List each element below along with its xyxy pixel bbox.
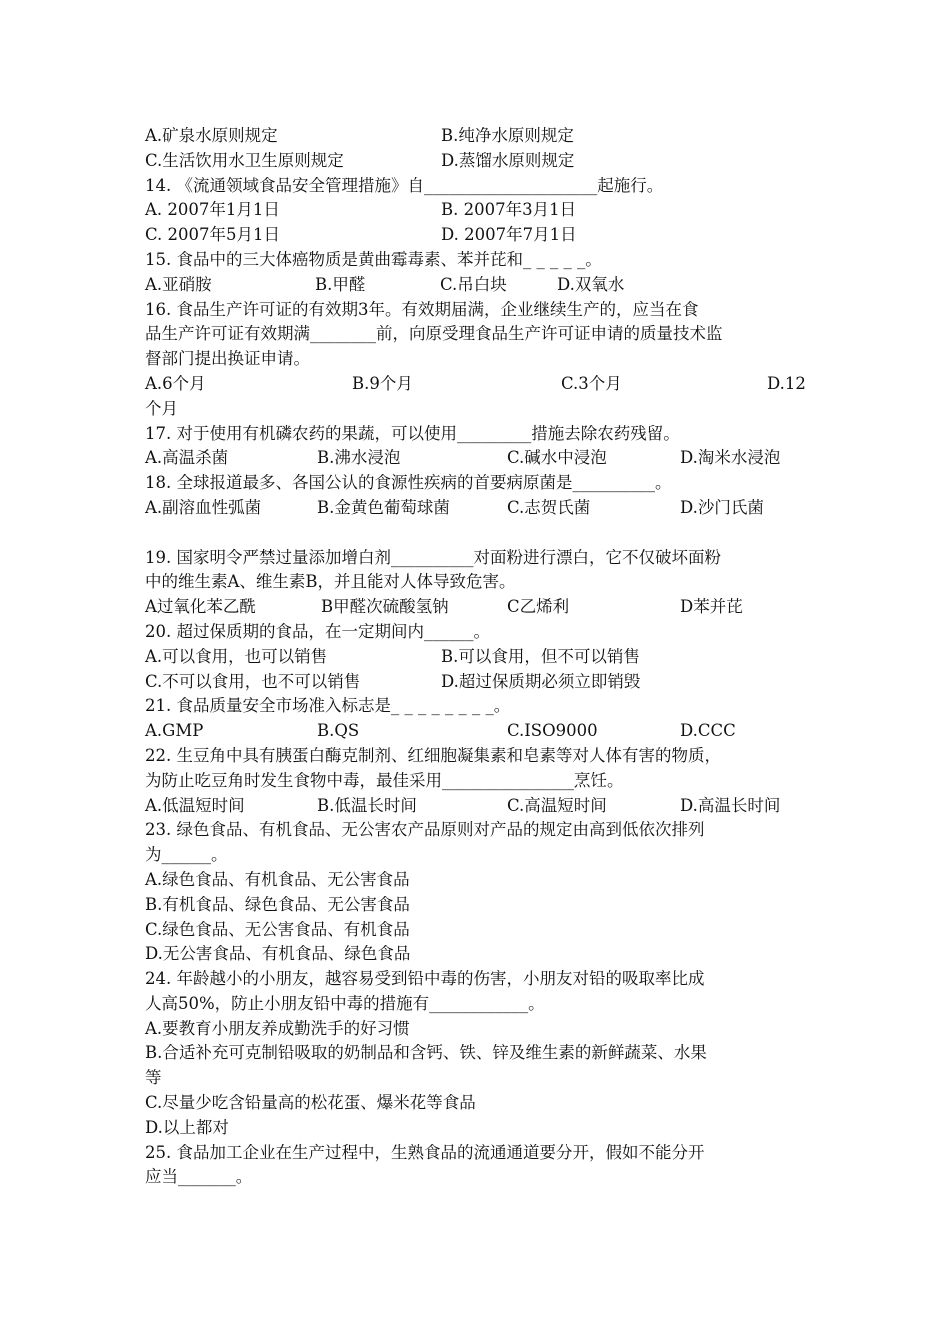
option-c: C.志贺氏菌 [507, 497, 591, 517]
options-row [145, 149, 815, 174]
option-d: D.淘米水浸泡 [680, 448, 781, 468]
option-b: B.合适补充可克制铅吸取的奶制品和含钙、铁、锌及维生素的新鲜蔬菜、水果 [145, 1043, 707, 1063]
question-19-cont: 中的维生素A、维生素B，并且能对人体导致危害。 [145, 572, 516, 592]
options-row [145, 719, 815, 744]
question-24: 24. 年龄越小的小朋友，越容易受到铅中毒的伤害，小朋友对铅的吸取率比成 [145, 969, 705, 989]
option-a: A.绿色食品、有机食品、无公害食品 [145, 869, 410, 889]
options-row [145, 446, 815, 471]
option-c: C.绿色食品、无公害食品、有机食品 [145, 919, 410, 939]
option-c: C乙烯利 [507, 597, 570, 617]
option-b: B.低温长时间 [317, 795, 417, 815]
option-c: C. 2007年5月1日 [145, 225, 281, 245]
document-page [145, 124, 815, 1190]
options-row [145, 223, 815, 248]
option-d: D.沙门氏菌 [680, 497, 764, 517]
options-row [145, 794, 815, 819]
option-c: C.ISO9000 [507, 721, 598, 741]
question-16-cont: 督部门提出换证申请。 [145, 349, 310, 369]
option-a: A. 2007年1月1日 [145, 200, 280, 220]
option-a: A过氧化苯乙酰 [145, 597, 256, 617]
options-row [145, 496, 815, 521]
option-c: C.生活饮用水卫生原则规定 [145, 150, 344, 170]
option-a: A.低温短时间 [145, 795, 245, 815]
option-c: C.3个月 [561, 373, 622, 393]
option-a: A.6个月 [145, 373, 206, 393]
option-c: C.吊白块 [440, 274, 507, 294]
question-16-cont: 品生产许可证有效期满________前，向原受理食品生产许可证申请的质量技术监 [145, 324, 723, 344]
option-d: D.CCC [680, 721, 736, 741]
question-16: 16. 食品生产许可证的有效期3年。有效期届满，企业继续生产的，应当在食 [145, 299, 699, 319]
option-b: B.可以食用，但不可以销售 [441, 646, 640, 666]
options-row [145, 273, 815, 298]
option-d-cont: 个月 [145, 398, 178, 418]
option-a: A.GMP [145, 721, 204, 741]
option-b: B.QS [317, 721, 360, 741]
option-a: A.矿泉水原则规定 [145, 126, 278, 145]
option-b: B.9个月 [352, 373, 413, 393]
question-21: 21. 食品质量安全市场准入标志是_ _ _ _ _ _ _ _。 [145, 696, 511, 716]
options-row [145, 670, 815, 695]
option-b: B甲醛次硫酸氢钠 [321, 597, 449, 617]
option-b-cont: 等 [145, 1068, 162, 1088]
option-d: D. 2007年7月1日 [441, 225, 577, 245]
question-19: 19. 国家明令严禁过量添加增白剂__________对面粉进行漂白，它不仅破坏面粉 [145, 547, 721, 567]
option-a: A.可以食用，也可以销售 [145, 646, 328, 666]
option-b: B. 2007年3月1日 [441, 200, 577, 220]
question-24-cont: 人高50%，防止小朋友铅中毒的措施有____________。 [145, 993, 545, 1013]
options-row [145, 595, 815, 620]
option-a: A.亚硝胺 [145, 274, 212, 294]
option-a: A.要教育小朋友养成勤洗手的好习惯 [145, 1018, 410, 1038]
options-row [145, 124, 815, 149]
option-c: C.尽量少吃含铅量高的松花蛋、爆米花等食品 [145, 1093, 476, 1113]
spacer [145, 521, 815, 546]
question-18: 18. 全球报道最多、各国公认的食源性疾病的首要病原菌是__________。 [145, 473, 672, 493]
option-c: C.高温短时间 [507, 795, 607, 815]
options-row [145, 645, 815, 670]
option-d: D.无公害食品、有机食品、绿色食品 [145, 944, 411, 964]
question-23: 23. 绿色食品、有机食品、无公害农产品原则对产品的规定由高到低依次排列 [145, 820, 705, 840]
question-22-cont: 为防止吃豆角时发生食物中毒，最佳采用________________烹饪。 [145, 770, 624, 790]
question-14: 14. 《流通领域食品安全管理措施》自_____________________起施行。 [145, 175, 664, 195]
option-d: D.蒸馏水原则规定 [441, 150, 575, 170]
option-b: B.金黄色葡萄球菌 [317, 497, 450, 517]
option-b: B.沸水浸泡 [317, 448, 401, 468]
option-d: D.12 [767, 373, 806, 393]
question-20: 20. 超过保质期的食品，在一定期间内______。 [145, 621, 490, 641]
option-b: B.有机食品、绿色食品、无公害食品 [145, 894, 410, 914]
option-d: D.以上都对 [145, 1117, 229, 1137]
options-row [145, 372, 815, 397]
option-d: D.超过保质期必须立即销毁 [441, 671, 641, 691]
option-c: C.碱水中浸泡 [507, 448, 607, 468]
question-23-cont: 为______。 [145, 845, 228, 865]
option-a: A.高温杀菌 [145, 448, 229, 468]
question-25: 25. 食品加工企业在生产过程中，生熟食品的流通通道要分开，假如不能分开 [145, 1142, 705, 1162]
option-d: D.双氧水 [557, 274, 625, 294]
question-15: 15. 食品中的三大体癌物质是黄曲霉毒素、苯并芘和_ _ _ _ _。 [145, 249, 602, 269]
option-a: A.副溶血性弧菌 [145, 497, 262, 517]
option-c: C.不可以食用，也不可以销售 [145, 671, 361, 691]
options-row [145, 198, 815, 223]
question-25-cont: 应当_______。 [145, 1167, 253, 1187]
option-b: B.甲醛 [315, 274, 366, 294]
option-d: D苯并芘 [680, 597, 743, 617]
option-d: D.高温长时间 [680, 795, 781, 815]
option-b: B.纯净水原则规定 [441, 126, 574, 145]
question-17: 17. 对于使用有机磷农药的果蔬，可以使用_________措施去除农药残留。 [145, 423, 680, 443]
question-22: 22. 生豆角中具有胰蛋白酶克制剂、红细胞凝集素和皂素等对人体有害的物质， [145, 745, 721, 765]
